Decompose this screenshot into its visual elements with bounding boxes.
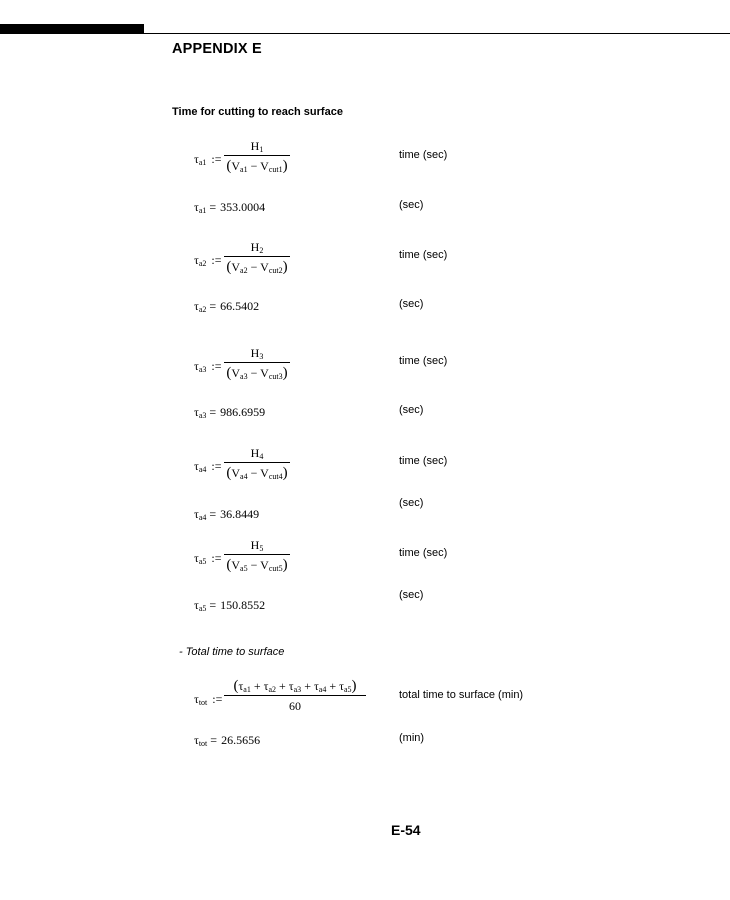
tau-a3-definition-note: time (sec) <box>399 355 448 367</box>
section-title: Time for cutting to reach surface <box>172 106 343 118</box>
tau-a4-result-note: (sec) <box>399 497 424 509</box>
fraction: $H_1$ $(V_{a1} - V_{cut1})$ <box>224 138 290 174</box>
header-bar <box>0 24 144 34</box>
tau-a2-result-note: (sec) <box>399 298 424 310</box>
tau-a5-result: $\tau_{a5} = 150.8552$ <box>194 598 266 613</box>
fraction: $(\tau_{a1} + \tau_{a2} + \tau_{a3} + \tau_{a4} + \tau_{a5})$ 60 <box>224 678 366 714</box>
tau-a4-definition-note: time (sec) <box>399 455 448 467</box>
fraction: $H_2$ $(V_{a2} - V_{cut2})$ <box>224 239 290 275</box>
fraction: $H_5$ $(V_{a5} - V_{cut5})$ <box>224 537 290 573</box>
tau-a3-result-note: (sec) <box>399 404 424 416</box>
tau-a4-result: $\tau_{a4} = 36.8449$ <box>194 507 260 522</box>
total-time-heading: - Total time to surface <box>179 646 285 658</box>
tau-a2-result: $\tau_{a2} = 66.5402$ <box>194 299 260 314</box>
header-rule <box>144 33 730 34</box>
tau-a5-result-note: (sec) <box>399 589 424 601</box>
tau-tot-result-note: (min) <box>399 732 425 744</box>
fraction: $H_4$ $(V_{a4} - V_{cut4})$ <box>224 445 290 481</box>
tau-a1-definition-note: time (sec) <box>399 149 448 161</box>
page-number: E-54 <box>391 822 421 838</box>
tau-tot-definition-note: total time to surface (min) <box>399 689 524 701</box>
tau-a5-definition-note: time (sec) <box>399 547 448 559</box>
tau-a1-result-note: (sec) <box>399 199 424 211</box>
appendix-title: APPENDIX E <box>172 41 262 57</box>
tau-a2-definition-note: time (sec) <box>399 249 448 261</box>
tau-a1-result: $\tau_{a1} = 353.0004$ <box>194 200 266 215</box>
tau-a3-result: $\tau_{a3} = 986.6959$ <box>194 405 266 420</box>
tau-tot-result: $\tau_{tot} = 26.5656$ <box>194 733 261 748</box>
fraction: $H_3$ $(V_{a3} - V_{cut3})$ <box>224 345 290 381</box>
